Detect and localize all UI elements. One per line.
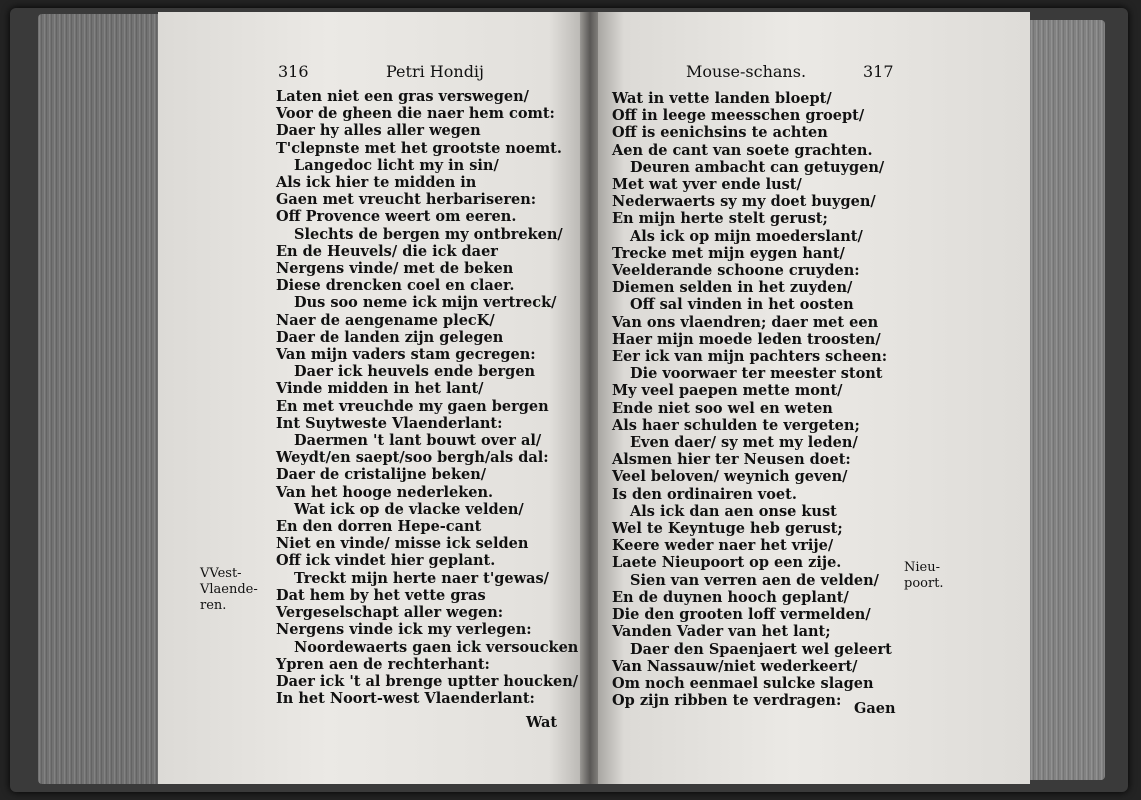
poem-line: Daer ick heuvels ende bergen xyxy=(294,363,536,381)
poem-line: Langedoc licht my in sin/ xyxy=(294,156,499,174)
poem-line: Als ick hier te midden in xyxy=(276,174,477,192)
poem-line: Sien van verren aen de velden/ xyxy=(630,571,879,589)
margin-note-line: VVest- xyxy=(200,566,242,581)
poem-line: My veel paepen mette mont/ xyxy=(612,382,843,400)
poem-line: Wat ick op de vlacke velden/ xyxy=(294,500,524,518)
page-edges-right xyxy=(1025,20,1105,780)
poem-line: Daer de cristalijne beken/ xyxy=(276,466,487,484)
right-page xyxy=(598,12,1030,784)
poem-line: Trecke met mijn eygen hant/ xyxy=(612,244,845,262)
poem-line: Die voorwaer ter meester stont xyxy=(630,365,883,383)
poem-line: Daer hy alles aller wegen xyxy=(276,122,481,140)
poem-line: Noordewaerts gaen ick versoucken xyxy=(294,638,579,656)
poem-line: Eer ick van mijn pachters scheen: xyxy=(612,348,888,366)
poem-line: Laete Nieupoort op een zije. xyxy=(612,554,842,572)
poem-line: En de Heuvels/ die ick daer xyxy=(276,242,498,260)
right-catchword: Gaen xyxy=(854,700,896,717)
poem-line: Daermen 't lant bouwt over al/ xyxy=(294,432,542,450)
poem-line: Laten niet een gras verswegen/ xyxy=(276,88,529,105)
poem-line: En met vreuchde my gaen bergen xyxy=(276,397,549,415)
poem-line: Om noch eenmael sulcke slagen xyxy=(612,674,874,692)
right-page-number: 317 xyxy=(863,62,894,81)
margin-note-line: Nieu- xyxy=(904,560,940,575)
poem-line: Diese drencken coel en claer. xyxy=(276,277,515,295)
poem-line: En de duynen hooch geplant/ xyxy=(612,588,849,606)
poem-line: Als ick op mijn moederslant/ xyxy=(630,227,863,245)
poem-line: Van mijn vaders stam gecregen: xyxy=(276,346,536,364)
poem-line: Van ons vlaendren; daer met een xyxy=(612,313,879,331)
poem-line: Als haer schulden te vergeten; xyxy=(612,416,860,434)
poem-line: Dat hem by het vette gras xyxy=(276,586,486,604)
poem-line: Off sal vinden in het oosten xyxy=(630,296,854,314)
poem-line: T'clepnste met het grootste noemt. xyxy=(276,139,562,157)
margin-note-line: poort. xyxy=(904,576,944,591)
poem-line: Diemen selden in het zuyden/ xyxy=(612,279,853,297)
poem-line: Ypren aen de rechterhant: xyxy=(276,655,490,673)
left-poem-text xyxy=(276,88,578,707)
poem-line: Wat in vette landen bloept/ xyxy=(612,90,832,107)
poem-line: Int Suytweste Vlaenderlant: xyxy=(276,414,503,432)
poem-line: Van Nassauw/niet wederkeert/ xyxy=(612,657,858,675)
poem-line: Nergens vinde/ met de beken xyxy=(276,260,514,278)
poem-line: Voor de gheen die naer hem comt: xyxy=(276,105,555,123)
poem-line: Als ick dan aen onse kust xyxy=(630,502,837,520)
poem-line: Met wat yver ende lust/ xyxy=(612,176,802,194)
poem-line: Veelderande schoone cruyden: xyxy=(612,262,860,280)
poem-line: Alsmen hier ter Neusen doet: xyxy=(612,451,851,469)
poem-line: In het Noort-west Vlaenderlant: xyxy=(276,690,535,708)
book-gutter xyxy=(580,12,600,784)
poem-line: Die den grooten loff vermelden/ xyxy=(612,606,871,624)
poem-line: Nergens vinde ick my verlegen: xyxy=(276,621,532,639)
poem-line: Wel te Keyntuge heb gerust; xyxy=(612,520,843,538)
poem-line: Van het hooge nederleken. xyxy=(276,483,494,501)
left-margin-note xyxy=(200,566,258,614)
poem-line: Daer ick 't al brenge uptter houcken/ xyxy=(276,672,579,690)
poem-line: Deuren ambacht can getuygen/ xyxy=(630,158,885,176)
poem-line: Weydt/en saept/soo bergh/als dal: xyxy=(276,449,549,467)
left-running-head: Petri Hondij xyxy=(386,62,485,81)
poem-line: En mijn herte stelt gerust; xyxy=(612,210,828,228)
poem-line: Off is eenichsins te achten xyxy=(612,124,828,142)
poem-line: Haer mijn moede leden troosten/ xyxy=(612,330,881,348)
poem-line: Naer de aengename plecK/ xyxy=(276,311,495,329)
poem-line: Daer den Spaenjaert wel geleert xyxy=(630,640,892,658)
poem-line: Op zijn ribben te verdragen: xyxy=(612,692,842,710)
poem-line: Keere weder naer het vrije/ xyxy=(612,537,834,555)
poem-line: Vanden Vader van het lant; xyxy=(612,623,831,641)
poem-line: Vinde midden in het lant/ xyxy=(276,380,484,398)
poem-line: Off ick vindet hier geplant. xyxy=(276,552,496,570)
right-running-head: Mouse-schans. xyxy=(686,62,807,81)
poem-line: Treckt mijn herte naer t'gewas/ xyxy=(294,569,549,587)
margin-note-line: Vlaende- xyxy=(200,582,258,597)
poem-line: Off Provence weert om eeren. xyxy=(276,208,517,226)
margin-note-line: ren. xyxy=(200,598,227,613)
poem-line: Gaen met vreucht herbariseren: xyxy=(276,191,537,209)
poem-line: Vergeselschapt aller wegen: xyxy=(276,604,504,622)
left-catchword: Wat xyxy=(526,714,558,731)
poem-line: Veel beloven/ weynich geven/ xyxy=(612,468,848,486)
right-margin-note xyxy=(904,560,944,592)
poem-line: Niet en vinde/ misse ick selden xyxy=(276,535,529,553)
poem-line: Even daer/ sy met my leden/ xyxy=(630,434,858,452)
poem-line: Dus soo neme ick mijn vertreck/ xyxy=(294,294,557,312)
page-edges-left xyxy=(38,14,160,784)
poem-line: Off in leege meesschen groept/ xyxy=(612,107,865,125)
right-poem-text xyxy=(612,90,892,709)
poem-line: Daer de landen zijn gelegen xyxy=(276,328,504,346)
left-page-number: 316 xyxy=(278,62,309,81)
poem-line: Is den ordinairen voet. xyxy=(612,485,797,503)
left-page xyxy=(158,12,583,784)
poem-line: Slechts de bergen my ontbreken/ xyxy=(294,225,563,243)
poem-line: En den dorren Hepe-cant xyxy=(276,518,482,536)
poem-line: Ende niet soo wel en weten xyxy=(612,399,833,417)
poem-line: Aen de cant van soete grachten. xyxy=(612,141,873,159)
poem-line: Nederwaerts sy my doet buygen/ xyxy=(612,193,876,211)
